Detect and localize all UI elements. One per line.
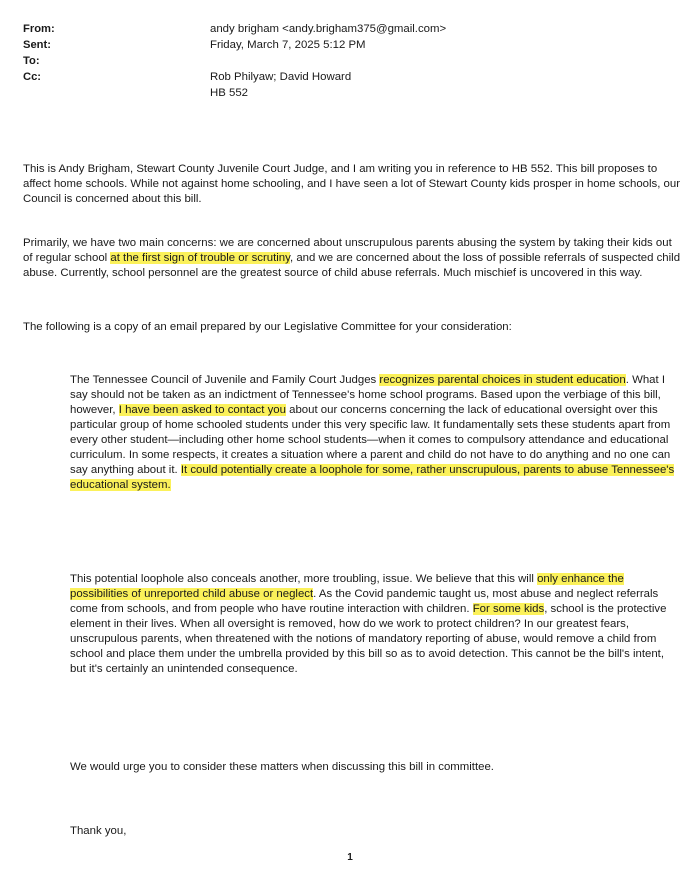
- highlight-for-some-kids: For some kids: [472, 603, 545, 615]
- quoted-paragraph-1: [70, 373, 682, 493]
- cc-row: [23, 70, 683, 86]
- highlight-parental-choices: recognizes parental choices in student education: [379, 374, 626, 386]
- sent-value: Friday, March 7, 2025 5:12 PM: [210, 39, 366, 51]
- concerns-text-a: Primarily, we have two main concerns: we are concerned about unscrupulous parents abusing the system by taking their kids out of regular school: [23, 237, 672, 264]
- concerns-text: [23, 236, 683, 281]
- sent-label: Sent:: [23, 39, 51, 51]
- concerns-paragraph: [23, 236, 683, 281]
- to-label: To:: [23, 55, 40, 67]
- email-header: [23, 22, 683, 102]
- quote1-text-a: The Tennessee Council of Juvenile and Family Court Judges: [70, 374, 380, 386]
- quote2-text-b: . As the Covid pandemic taught us, most abuse and neglect referrals come from schools, and from people who have routine interaction with children.: [70, 588, 659, 615]
- quote2-text: [70, 572, 682, 677]
- closing-text: Thank you,: [70, 825, 127, 837]
- closing: [70, 824, 682, 839]
- quote3-text: We would urge you to consider these matters when discussing this bill in committee.: [70, 761, 494, 773]
- quote1-text-b: . What I say should not be taken as an indictment of Tennessee's home school programs. Based upon the verbiage of this bill, however,: [70, 374, 665, 416]
- quote1-text: [70, 373, 682, 493]
- intro-text: This is Andy Brigham, Stewart County Juvenile Court Judge, and I am writing you in reference to HB 552. This bill proposes to affect home schools. While not against home schooling, and I have seen a lot of Stewart County kids prosper in home schools, our Council is concerned about this bill.: [23, 163, 681, 205]
- to-row: [23, 54, 683, 70]
- quote2-text-a: This potential loophole also conceals another, more troubling, issue. We believe that this will: [70, 573, 538, 585]
- from-row: [23, 22, 683, 38]
- highlight-asked-to-contact: I have been asked to contact you: [118, 404, 286, 416]
- quoted-paragraph-3: [70, 760, 682, 775]
- copy-intro-text: The following is a copy of an email prepared by our Legislative Committee for your consideration:: [23, 321, 512, 333]
- intro-paragraph: [23, 162, 683, 207]
- highlight-loophole: It could potentially create a loophole for some, rather unscrupulous, parents to abuse Tennessee's educational system.: [70, 464, 675, 491]
- quote1-text-c: about our concerns concerning the lack of educational oversight over this particular group of home schooled students under this very specific law. It fundamentally sets these students apart from every other student—including other home school students—when it comes to compulsory attendance and educational curriculum. In some respects, it creates a situation where a parent and child do not have to do anything and no one can say anything about it.: [70, 404, 671, 476]
- subject-value: HB 552: [210, 87, 248, 99]
- highlight-first-sign: at the first sign of trouble or scrutiny: [110, 252, 290, 264]
- page-number: 1: [347, 852, 353, 863]
- quote2-text-c: , school is the protective element in their lives. When all oversight is removed, how do we work to protect children? In our greatest fears, unscrupulous parents, when threatened with the notions of mandatory reporting of abuse, would remove a child from school and place them under the umbrella provided by this bill so as to avoid detection. This cannot be the bill's intent, but it's certainly an unintended consequence.: [70, 603, 667, 675]
- quoted-paragraph-2: [70, 572, 682, 677]
- from-value: andy brigham <andy.brigham375@gmail.com>: [210, 23, 447, 35]
- concerns-text-b: , and we are concerned about the loss of possible referrals of suspected child abuse. Currently, school personnel are the greatest source of child abuse referrals. Much mischief is uncovered in this way.: [23, 252, 681, 279]
- cc-value: Rob Philyaw; David Howard: [210, 71, 352, 83]
- cc-label: Cc:: [23, 71, 42, 83]
- from-label: From:: [23, 23, 55, 35]
- copy-intro-paragraph: [23, 320, 683, 335]
- highlight-unreported-abuse: only enhance the possibilities of unreported child abuse or neglect: [70, 573, 624, 600]
- sent-row: [23, 38, 683, 54]
